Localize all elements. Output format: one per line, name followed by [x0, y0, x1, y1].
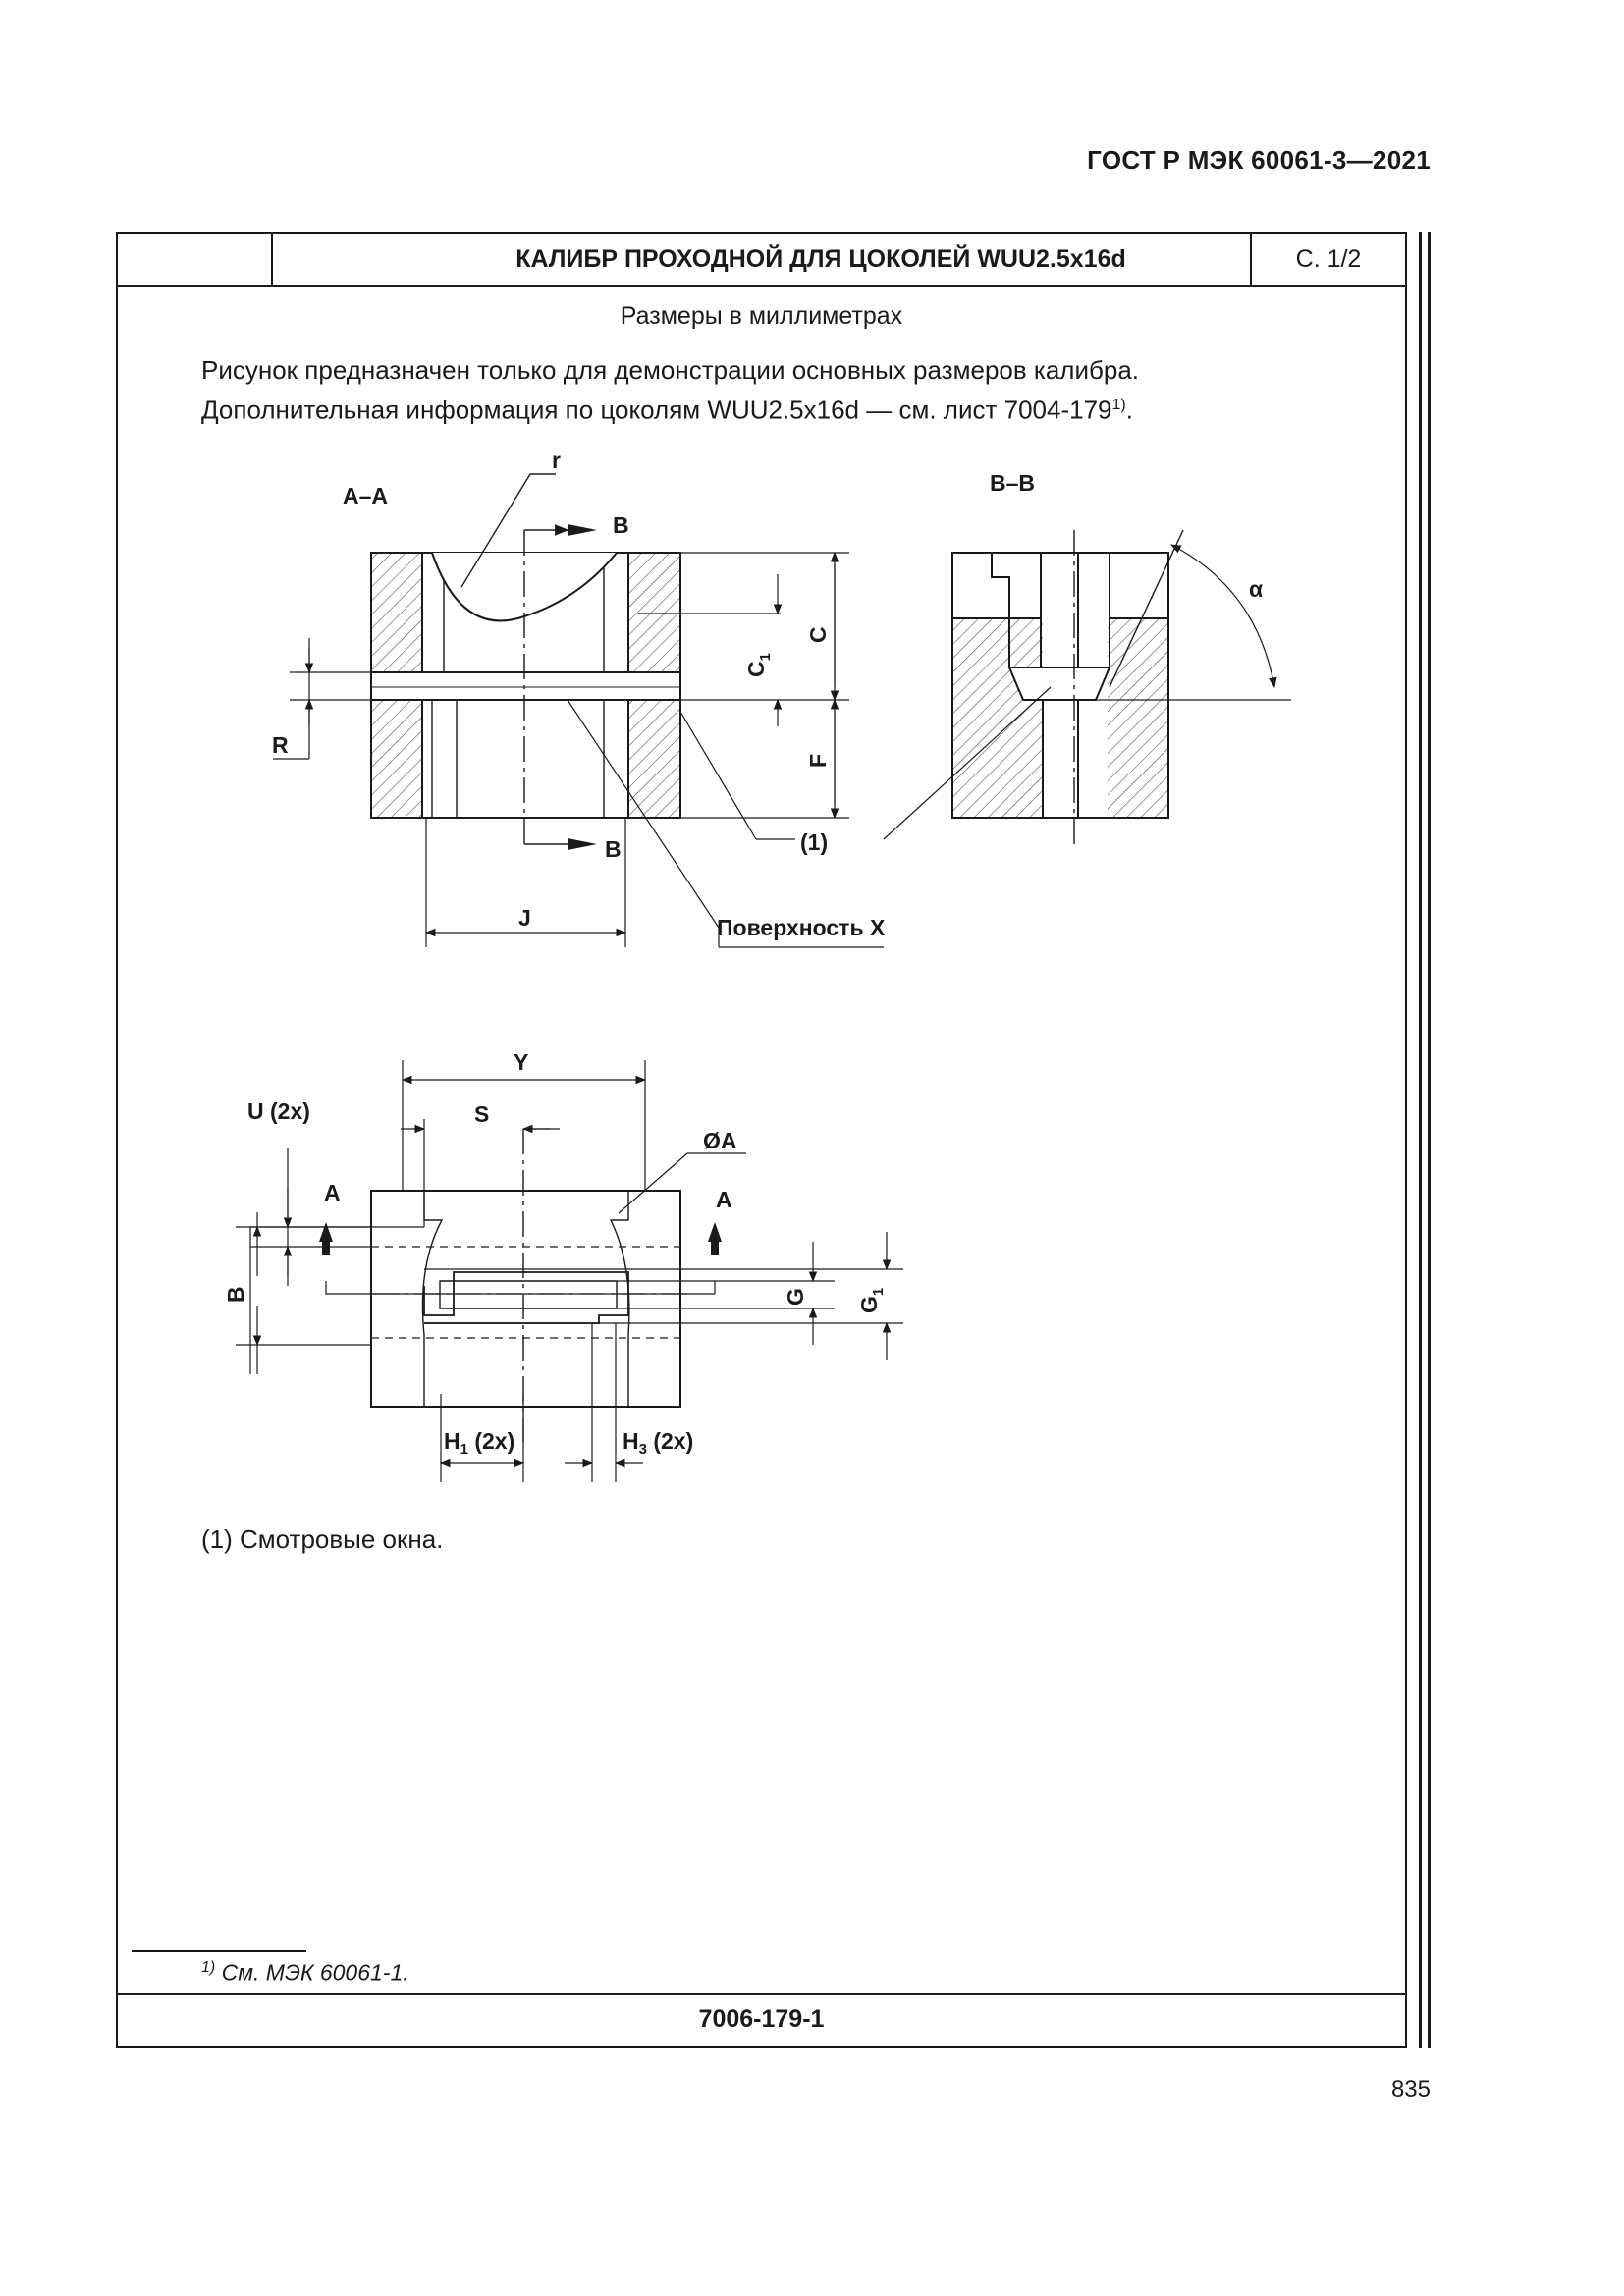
footnote-mark: 1) — [201, 1959, 216, 1976]
label-G1 — [856, 1288, 887, 1313]
label-H1-mult: (2x) — [467, 1428, 515, 1454]
label-U: U (2x) — [247, 1098, 310, 1124]
label-G1-main: G — [856, 1296, 882, 1313]
label-section-bb: B–B — [990, 470, 1036, 496]
label-C1-main: C — [743, 661, 769, 677]
label-H3 — [623, 1428, 693, 1458]
sheet-page: С. 1/2 — [1250, 234, 1405, 285]
section-aa-view — [273, 474, 884, 947]
label-H3-main: H — [623, 1428, 639, 1454]
label-R: R — [272, 732, 289, 758]
label-C: C — [805, 626, 831, 643]
top-view — [236, 1060, 903, 1482]
footnote-text: См. МЭК 60061-1. — [221, 1959, 409, 1986]
label-diameter-A: ØA — [703, 1128, 737, 1153]
label-H1-main: H — [444, 1428, 460, 1454]
label-Y: Y — [514, 1049, 529, 1075]
description-line-1: Рисунок предназначен только для демонстрации основных размеров калибра. — [201, 355, 1140, 385]
label-surface-x: Поверхность X — [717, 915, 886, 940]
label-section-aa: A–A — [343, 483, 389, 508]
label-G1-sub: 1 — [870, 1287, 887, 1297]
label-S: S — [474, 1101, 490, 1127]
label-r: r — [552, 448, 561, 473]
page-number: 835 — [1390, 2076, 1431, 2103]
label-B-bottom: B — [605, 836, 622, 862]
sheet-number: 7006-179-1 — [118, 1993, 1405, 2046]
description-end: . — [1125, 395, 1133, 425]
label-C1-sub: 1 — [757, 653, 774, 662]
label-A-left: A — [324, 1180, 341, 1205]
label-H1-sub: 1 — [460, 1441, 468, 1458]
label-F: F — [805, 753, 831, 768]
label-J: J — [518, 905, 531, 931]
label-B-top: B — [613, 512, 629, 538]
sheet-title: КАЛИБР ПРОХОДНОЙ ДЛЯ ЦОКОЛЕЙ WUU2.5x16d — [515, 245, 1126, 273]
footnote-ref: 1) — [1111, 397, 1126, 413]
label-C1 — [743, 653, 774, 677]
label-A-right: A — [716, 1187, 732, 1212]
standard-number: ГОСТ Р МЭК 60061-3—2021 — [1087, 145, 1431, 175]
label-H3-mult: (2x) — [646, 1428, 694, 1454]
label-B-dim: B — [223, 1286, 248, 1303]
label-window: (1) — [800, 829, 829, 855]
units-note: Размеры в миллиметрах — [620, 302, 903, 330]
description-text: Дополнительная информация по цоколям WUU2.5x16d — см. лист 7004-179 — [201, 395, 1112, 425]
label-H1 — [444, 1428, 514, 1458]
label-G: G — [783, 1288, 808, 1306]
label-alpha: α — [1249, 576, 1264, 602]
section-bb-view — [884, 530, 1291, 844]
legend: (1) Смотровые окна. — [201, 1524, 444, 1554]
label-H3-sub: 3 — [638, 1441, 647, 1458]
